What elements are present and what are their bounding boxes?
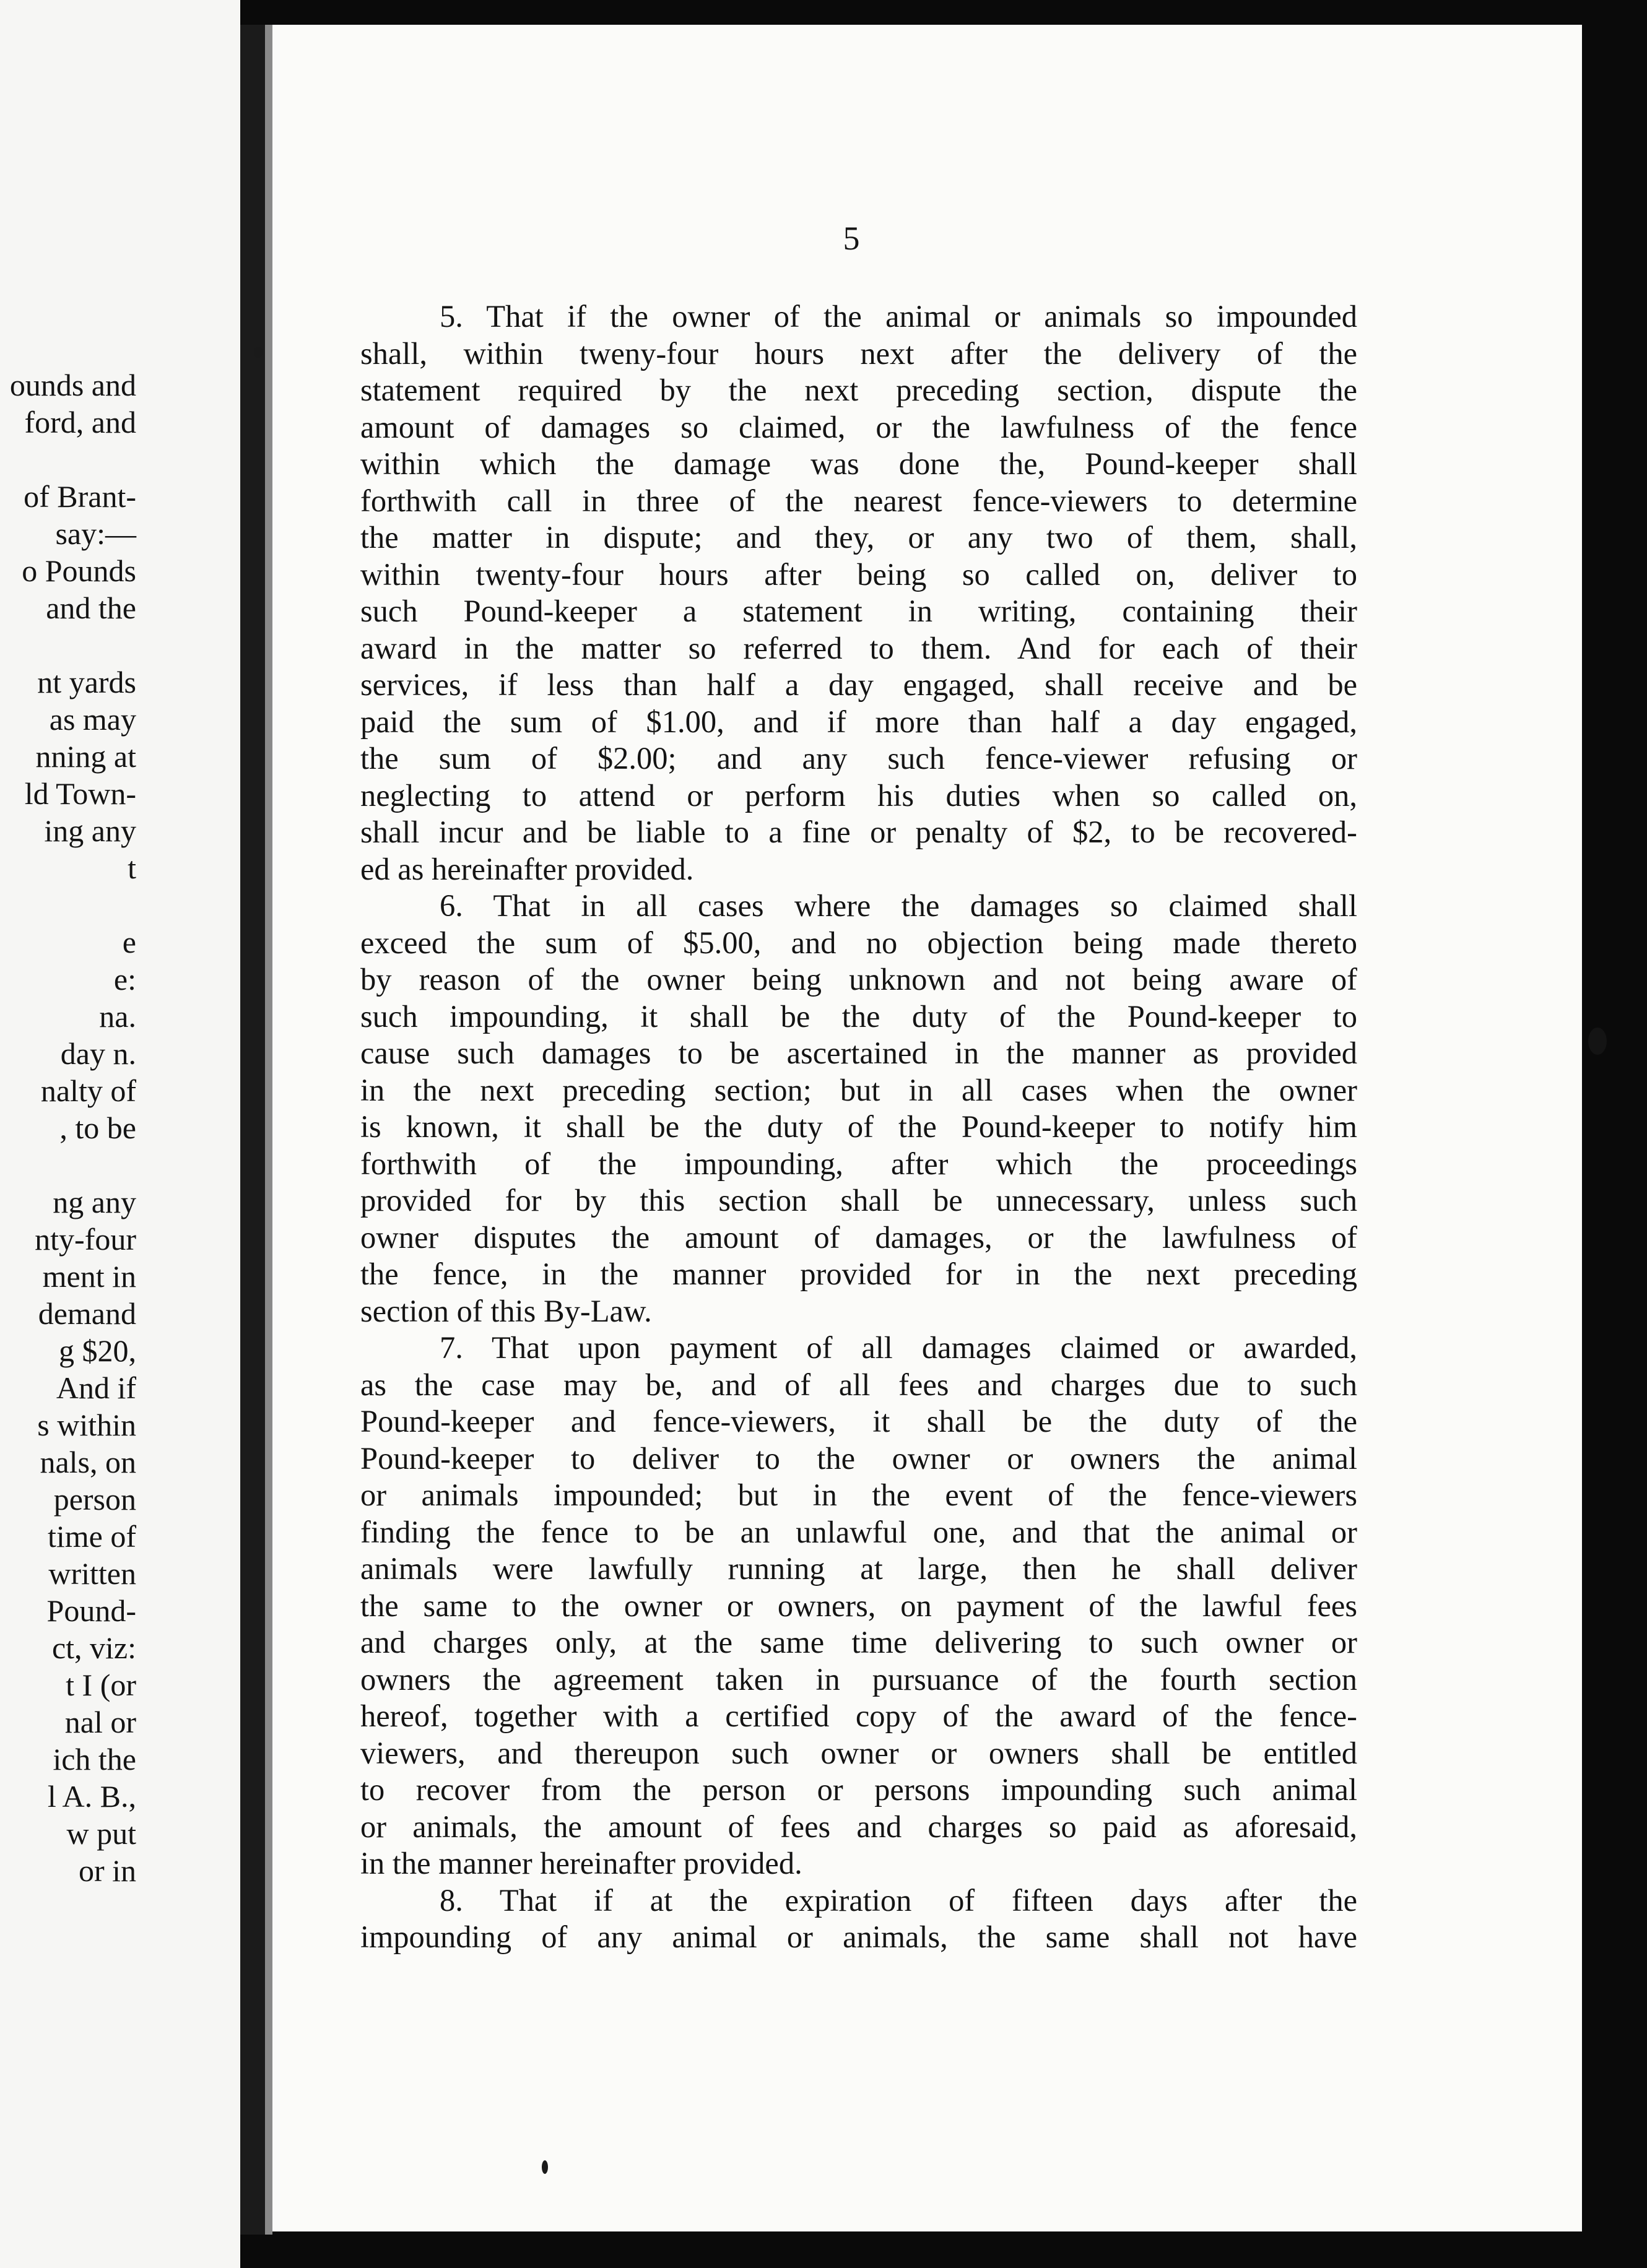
text-line: 5. That if the owner of the animal or animals so impounded — [440, 299, 1357, 334]
text-line: section of this By-Law. — [360, 1293, 652, 1328]
fragment-line: nalty of — [40, 1073, 136, 1108]
fragment-line: l A. B., — [47, 1779, 136, 1814]
fragment-line: or in — [78, 1853, 136, 1888]
fragment-line: ld Town- — [24, 776, 136, 811]
scan-speck — [542, 2160, 548, 2174]
fragment-line: ich the — [53, 1742, 136, 1777]
text-line: services, if less than half a day engaged, shall receive and be — [360, 667, 1357, 702]
fragment-line: e: — [113, 962, 136, 997]
text-line: animals were lawfully running at large, then he shall deliver — [360, 1551, 1357, 1586]
fragment-line: And if — [56, 1370, 136, 1405]
fragment-line: demand — [38, 1296, 136, 1331]
fragment-line: w put — [66, 1816, 136, 1851]
text-line: award in the matter so referred to them. And for each of their — [360, 630, 1357, 665]
scan-speck — [1588, 1028, 1607, 1055]
text-line: Pound-keeper to deliver to the owner or owners the animal — [360, 1440, 1357, 1476]
text-line: cause such damages to be ascertained in the manner as provided — [360, 1036, 1357, 1070]
fragment-line: Pound- — [46, 1593, 136, 1628]
text-line: within which the damage was done the, Pound-keeper shall — [360, 446, 1357, 481]
fragment-line: e — [122, 925, 136, 959]
fragment-line: person — [53, 1482, 136, 1517]
text-line: such impounding, it shall be the duty of the Pound-keeper to — [360, 998, 1357, 1034]
text-line: forthwith of the impounding, after which the proceedings — [360, 1146, 1357, 1181]
text-line: the fence, in the manner provided for in the next preceding — [360, 1257, 1357, 1291]
fragment-line: day n. — [60, 1036, 136, 1071]
fragment-line: ford, and — [24, 405, 136, 439]
text-line: or animals impounded; but in the event of the fence-viewers — [360, 1478, 1357, 1512]
fragment-line: nt yards — [37, 665, 136, 699]
text-line: the sum of $2.00; and any such fence-viewer refusing or — [360, 741, 1357, 776]
text-line: shall incur and be liable to a fine or penalty of $2, to be recovered- — [360, 815, 1357, 849]
fragment-line: of Brant- — [24, 479, 136, 514]
body-text — [360, 298, 1357, 1956]
text-line: ed as hereinafter provided. — [360, 851, 694, 886]
text-line: the same to the owner or owners, on payment of the lawful fees — [360, 1588, 1357, 1623]
text-line: the matter in dispute; and they, or any two of them, shall, — [360, 520, 1357, 555]
fragment-line: , to be — [59, 1110, 136, 1145]
fragment-line: written — [48, 1556, 136, 1591]
text-line: neglecting to attend or perform his duties when so called on, — [360, 777, 1357, 813]
fragment-line: na. — [99, 999, 136, 1034]
fragment-line: nal or — [64, 1705, 136, 1739]
text-line: or animals, the amount of fees and charges so paid as aforesaid, — [360, 1809, 1357, 1844]
fragment-line: t — [128, 850, 136, 885]
page-number: 5 — [843, 220, 860, 257]
text-line: owner disputes the amount of damages, or the lawfulness of — [360, 1219, 1357, 1255]
fragment-line: ct, viz: — [51, 1630, 136, 1665]
text-line: in the manner hereinafter provided. — [360, 1846, 802, 1881]
text-line: Pound-keeper and fence-viewers, it shall be the duty of the — [360, 1404, 1357, 1439]
fragment-line: t I (or — [66, 1668, 136, 1702]
fragment-line: s within — [37, 1408, 136, 1442]
fragment-line: g $20, — [59, 1333, 136, 1368]
text-line: owners the agreement taken in pursuance of the fourth section — [360, 1661, 1357, 1697]
text-line: is known, it shall be the duty of the Pound-keeper to notify him — [360, 1109, 1357, 1144]
text-line: amount of damages so claimed, or the lawfulness of the fence — [360, 409, 1357, 444]
page-gutter-edge — [265, 25, 272, 2235]
text-line: 7. That upon payment of all damages claimed or awarded, — [440, 1330, 1357, 1365]
fragment-line: nals, on — [40, 1445, 136, 1479]
text-line: statement required by the next preceding section, dispute the — [360, 373, 1357, 407]
scan-speck — [254, 347, 263, 358]
text-line: viewers, and thereupon such owner or owners shall be entitled — [360, 1735, 1357, 1770]
fragment-line: as may — [49, 702, 136, 737]
text-line: 6. That in all cases where the damages so claimed shall — [440, 888, 1357, 923]
text-line: within twenty-four hours after being so called on, deliver to — [360, 556, 1357, 592]
fragment-line: say:— — [55, 516, 136, 551]
fragment-line: ing any — [44, 813, 136, 848]
fragment-line: time of — [47, 1519, 136, 1554]
text-line: such Pound-keeper a statement in writing, containing their — [360, 594, 1357, 628]
text-line: by reason of the owner being unknown and not being aware of — [360, 962, 1357, 997]
previous-page-fragment — [0, 0, 240, 2268]
fragment-line: and the — [46, 591, 136, 625]
text-line: shall, within tweny-four hours next after the delivery of the — [360, 335, 1357, 371]
fragment-line: ounds and — [9, 368, 136, 402]
text-line: provided for by this section shall be unnecessary, unless such — [360, 1183, 1357, 1218]
text-line: and charges only, at the same time delivering to such owner or — [360, 1625, 1357, 1660]
fragment-line: ng any — [53, 1185, 136, 1219]
fragment-line: nning at — [35, 739, 136, 774]
text-line: finding the fence to be an unlawful one, and that the animal or — [360, 1514, 1357, 1549]
page-gutter-shadow — [240, 25, 265, 2235]
text-line: to recover from the person or persons impounding such animal — [360, 1772, 1357, 1807]
text-line: exceed the sum of $5.00, and no objection being made thereto — [360, 925, 1357, 960]
text-line: in the next preceding section; but in all cases when the owner — [360, 1072, 1357, 1107]
text-line: hereof, together with a certified copy of the award of the fence- — [360, 1699, 1357, 1733]
text-line: as the case may be, and of all fees and charges due to such — [360, 1367, 1357, 1402]
fragment-line: nty-four — [35, 1222, 136, 1257]
text-line: 8. That if at the expiration of fifteen days after the — [440, 1882, 1357, 1918]
text-line: forthwith call in three of the nearest fence-viewers to determine — [360, 483, 1357, 518]
fragment-line: o Pounds — [22, 553, 136, 588]
text-line: paid the sum of $1.00, and if more than half a day engaged, — [360, 704, 1357, 739]
fragment-line: ment in — [42, 1259, 136, 1294]
text-line: impounding of any animal or animals, the same shall not have — [360, 1920, 1357, 1954]
